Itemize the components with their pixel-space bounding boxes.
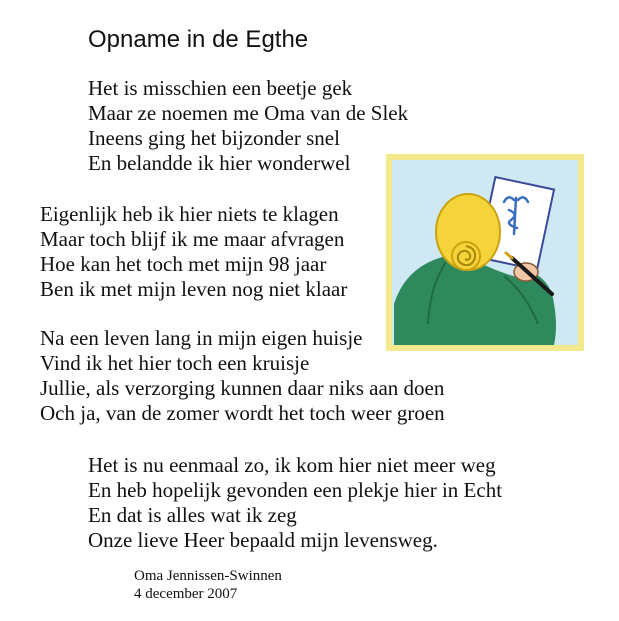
poem-line: Jullie, als verzorging kunnen daar niks aan doen xyxy=(40,376,445,400)
poem-line: Hoe kan het toch met mijn 98 jaar xyxy=(40,252,327,276)
poem-line: Ineens ging het bijzonder snel xyxy=(88,126,340,150)
stanza xyxy=(40,202,347,302)
person-writing-icon xyxy=(386,154,584,351)
poem-line: Maar ze noemen me Oma van de Slek xyxy=(88,101,409,125)
signature xyxy=(134,567,282,603)
stanza xyxy=(88,453,502,553)
person-writing-illustration xyxy=(386,154,584,351)
poem-line: Ben ik met mijn leven nog niet klaar xyxy=(40,277,348,301)
poem-line: Eigenlijk heb ik hier niets te klagen xyxy=(40,202,339,226)
stanza xyxy=(88,76,408,176)
signature-author: Oma Jennissen-Swinnen xyxy=(134,568,282,584)
poem-line: En heb hopelijk gevonden een plekje hier in Echt xyxy=(88,478,503,502)
poem-line: En belandde ik hier wonderwel xyxy=(88,151,351,175)
poem-line: Och ja, van de zomer wordt het toch weer groen xyxy=(40,401,445,425)
signature-date: 4 december 2007 xyxy=(134,586,238,602)
stanza xyxy=(40,326,445,426)
poem-line: Vind ik het hier toch een kruisje xyxy=(40,351,310,375)
poem-line: Het is nu eenmaal zo, ik kom hier niet meer weg xyxy=(88,453,496,477)
poem-line: Het is misschien een beetje gek xyxy=(88,76,353,100)
poem-title: Opname in de Egthe xyxy=(88,26,309,53)
poem-line: Na een leven lang in mijn eigen huisje xyxy=(40,326,363,350)
poem-line: Maar toch blijf ik me maar afvragen xyxy=(40,227,345,251)
poem-line: En dat is alles wat ik zeg xyxy=(88,503,297,527)
poem-line: Onze lieve Heer bepaald mijn levensweg. xyxy=(88,528,438,552)
